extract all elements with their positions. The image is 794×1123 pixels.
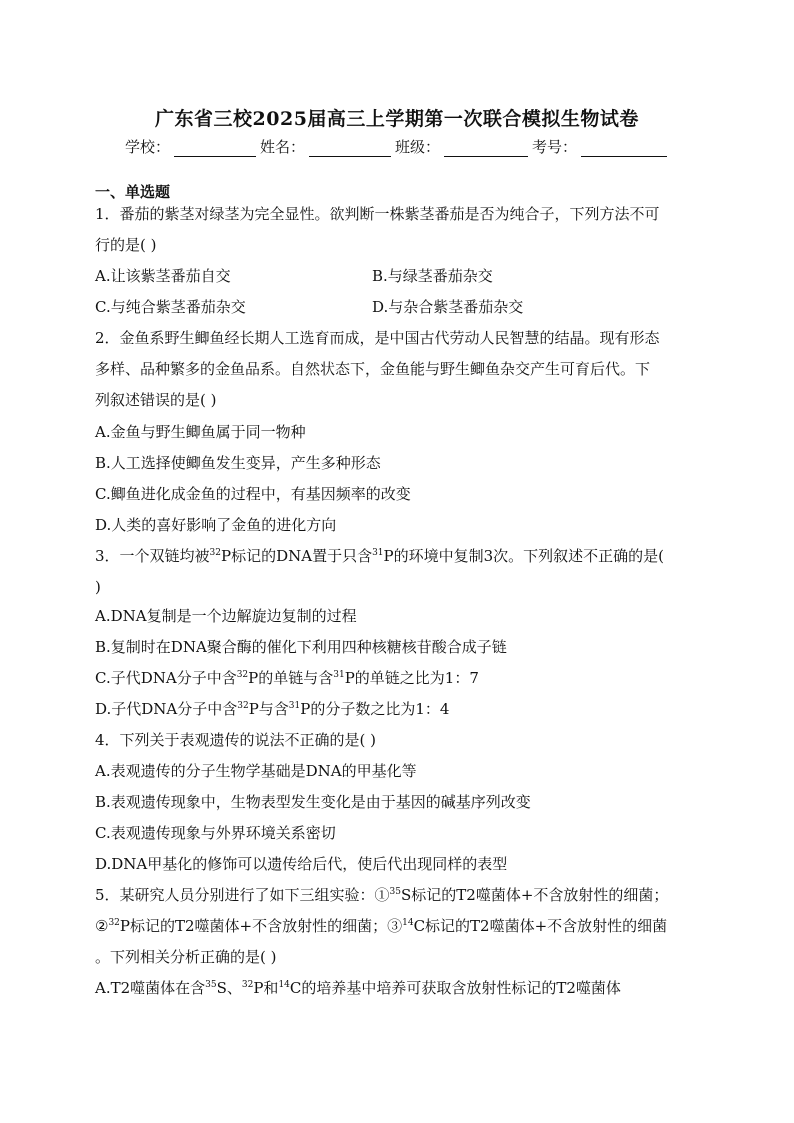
q2-option-d[interactable]: D.人类的喜好影响了金鱼的进化方向 bbox=[95, 516, 337, 534]
q5-text: P标记的T2噬菌体+不含放射性的细菌；③ bbox=[119, 917, 403, 935]
q5-text: A.T2噬菌体在含 bbox=[95, 979, 206, 997]
q1-option-d[interactable]: D.与杂合紫茎番茄杂交 bbox=[372, 298, 524, 316]
number-blank[interactable] bbox=[581, 140, 667, 157]
superscript: 32 bbox=[236, 670, 249, 680]
superscript: 31 bbox=[288, 701, 301, 711]
superscript: 14 bbox=[278, 980, 290, 990]
q5-text: ② bbox=[95, 917, 109, 935]
q1-option-a[interactable]: A.让该紫茎番茄自交 bbox=[95, 267, 231, 285]
section-heading: 一、单选题 bbox=[95, 183, 171, 201]
q3-stem-line2: ) bbox=[95, 578, 101, 596]
q2-stem-line1: 2．金鱼系野生鲫鱼经长期人工选育而成，是中国古代劳动人民智慧的结晶。现有形态 bbox=[95, 329, 660, 347]
q3-text: P标记的DNA置于只含 bbox=[221, 547, 373, 565]
number-label: 考号： bbox=[532, 138, 578, 156]
q3-text: D.子代DNA分子中含 bbox=[95, 700, 238, 718]
q3-option-d[interactable] bbox=[95, 699, 449, 719]
superscript: 32 bbox=[209, 548, 221, 558]
q2-option-c[interactable]: C.鲫鱼进化成金鱼的过程中，有基因频率的改变 bbox=[95, 485, 411, 503]
q1-stem-line2: 行的是( ) bbox=[95, 236, 157, 254]
superscript: 32 bbox=[241, 980, 254, 990]
q4-option-b[interactable]: B.表观遗传现象中，生物表型发生变化是由于基因的碱基序列改变 bbox=[95, 793, 531, 811]
q3-text: P的单链之比为1：7 bbox=[344, 669, 479, 687]
school-blank[interactable] bbox=[174, 140, 256, 157]
q5-text: C标记的T2噬菌体+不含放射性的细菌 bbox=[413, 917, 668, 935]
class-blank[interactable] bbox=[444, 140, 528, 157]
q3-text: C.子代DNA分子中含 bbox=[95, 669, 237, 687]
q3-option-c[interactable] bbox=[95, 668, 479, 688]
q5-text: S标记的T2噬菌体+不含放射性的细菌； bbox=[401, 886, 669, 904]
q1-option-b[interactable]: B.与绿茎番茄杂交 bbox=[372, 267, 493, 285]
q2-stem-line3: 列叙述错误的是( ) bbox=[95, 391, 217, 409]
superscript: 32 bbox=[108, 918, 120, 928]
q5-text: P和 bbox=[253, 979, 279, 997]
superscript: 35 bbox=[389, 887, 401, 897]
name-label: 姓名： bbox=[260, 138, 306, 156]
class-label: 班级： bbox=[395, 138, 441, 156]
q5-option-a[interactable] bbox=[95, 978, 621, 998]
q4-option-d[interactable]: D.DNA甲基化的修饰可以遗传给后代，使后代出现同样的表型 bbox=[95, 855, 508, 873]
name-blank[interactable] bbox=[309, 140, 391, 157]
q2-stem-line2: 多样、品种繁多的金鱼品系。自然状态下，金鱼能与野生鲫鱼杂交产生可育后代。下 bbox=[95, 360, 651, 378]
q3-text: P的分子数之比为1：4 bbox=[300, 700, 450, 718]
page-title: 广东省三校2025届高三上学期第一次联合模拟生物试卷 bbox=[155, 108, 639, 130]
superscript: 31 bbox=[333, 670, 345, 680]
superscript: 32 bbox=[237, 701, 249, 711]
q1-option-c[interactable]: C.与纯合紫茎番茄杂交 bbox=[95, 298, 246, 316]
q5-stem-line2 bbox=[95, 916, 667, 936]
q4-option-a[interactable]: A.表观遗传的分子生物学基础是DNA的甲基化等 bbox=[95, 762, 417, 780]
q3-option-b[interactable]: B.复制时在DNA聚合酶的催化下利用四种核糖核苷酸合成子链 bbox=[95, 638, 507, 656]
q4-option-c[interactable]: C.表观遗传现象与外界环境关系密切 bbox=[95, 824, 336, 842]
school-label: 学校： bbox=[125, 138, 171, 156]
q1-stem-line1: 1．番茄的紫茎对绿茎为完全显性。欲判断一株紫茎番茄是否为纯合子，下列方法不可 bbox=[95, 205, 660, 223]
superscript: 31 bbox=[372, 548, 384, 558]
q2-option-a[interactable]: A.金鱼与野生鲫鱼属于同一物种 bbox=[95, 423, 306, 441]
q5-text: C的培养基中培养可获取含放射性标记的T2噬菌体 bbox=[289, 979, 621, 997]
q5-text: S、 bbox=[216, 979, 242, 997]
q3-text: P的环境中复制3次。下列叙述不正确的是( bbox=[383, 547, 665, 565]
superscript: 14 bbox=[402, 918, 414, 928]
q3-stem-line1 bbox=[95, 546, 664, 566]
q5-stem-line1 bbox=[95, 885, 668, 905]
q2-option-b[interactable]: B.人工选择使鲫鱼发生变异，产生多种形态 bbox=[95, 454, 381, 472]
q3-text: 3．一个双链均被 bbox=[95, 547, 210, 565]
student-info-row bbox=[125, 136, 685, 157]
superscript: 35 bbox=[205, 980, 217, 990]
q5-stem-line3: 。下列相关分析正确的是( ) bbox=[95, 948, 277, 966]
q3-text: P与含 bbox=[248, 700, 289, 718]
q3-text: P的单链与含 bbox=[248, 669, 334, 687]
q4-stem-line1: 4．下列关于表观遗传的说法不正确的是( ) bbox=[95, 731, 377, 749]
q3-option-a[interactable]: A.DNA复制是一个边解旋边复制的过程 bbox=[95, 607, 357, 625]
q5-text: 5．某研究人员分别进行了如下三组实验：① bbox=[95, 886, 390, 904]
